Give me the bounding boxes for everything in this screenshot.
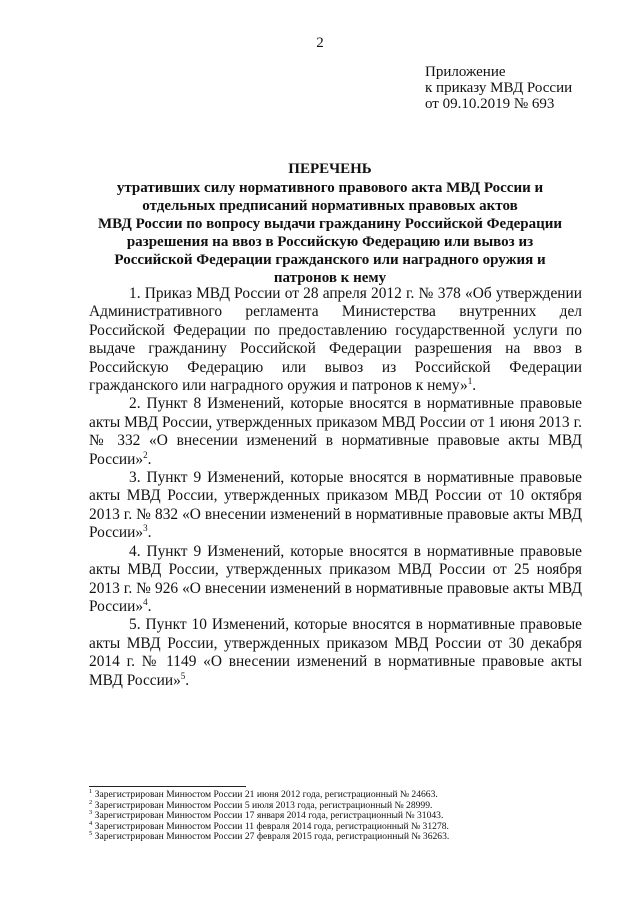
item-end: . bbox=[147, 597, 152, 615]
appendix-line: от 09.10.2019 № 693 bbox=[425, 96, 555, 112]
footnote-text: Зарегистрирован Минюстом России 17 января 2014 года, регистрационный № 31043. bbox=[94, 810, 444, 822]
footnote bbox=[89, 832, 589, 843]
title-line: патронов к нему bbox=[273, 270, 387, 286]
appendix-block bbox=[425, 64, 572, 112]
title-line: Российской Федерации гражданского или наградного оружия и bbox=[114, 252, 546, 268]
footnote-number: 3 bbox=[89, 809, 93, 816]
item-text: 1. Приказ МВД России от 28 апреля 2012 г. № 378 «Об утверждении Административного регламента Министерства внутренних дел Российской Федерации по предоставлению государственной услуги по выдаче гражданину Российской Федерации разрешения на ввоз в Российскую Федерацию или вывоз из Российской Федерации гражданского или наградного оружия и патронов к нему» bbox=[89, 285, 582, 395]
item-end: . bbox=[185, 671, 190, 689]
list-item bbox=[89, 285, 582, 395]
footnote-number: 1 bbox=[89, 787, 93, 795]
list-item bbox=[89, 543, 582, 617]
list-item bbox=[89, 395, 582, 469]
item-text: 5. Пункт 10 Изменений, которые вносятся в нормативные правовые акты МВД России, утвержденных приказом МВД России от 30 декабря 2014 г. № 1149 «О внесении изменений в нормативные правовые акты МВД России» bbox=[89, 616, 582, 689]
item-end: . bbox=[147, 450, 152, 468]
title-line: МВД России по вопросу выдачи гражданину Российской Федерации bbox=[97, 216, 563, 232]
footnote-ref[interactable]: 1 bbox=[467, 375, 473, 386]
item-text: 3. Пункт 9 Изменений, которые вносятся в нормативные правовые акты МВД России, утвержденных приказом МВД России от 10 октября 2013 г. № 832 «О внесении изменений в нормативные правовые акты МВД России» bbox=[89, 469, 582, 542]
list-item bbox=[89, 469, 582, 543]
title-heading: ПЕРЕЧЕНЬ bbox=[288, 161, 372, 177]
item-text: 2. Пункт 8 Изменений, которые вносятся в нормативные правовые акты МВД России, утвержденных приказом МВД России от 1 июня 2013 г. № 332 «О внесении изменений в нормативные правовые акты МВД России» bbox=[89, 395, 582, 468]
list-item bbox=[89, 616, 582, 690]
title-line: отдельных предписаний нормативных правовых актов bbox=[142, 198, 518, 214]
footnotes bbox=[89, 787, 589, 843]
document-title bbox=[70, 160, 590, 287]
appendix-line: Приложение bbox=[425, 64, 506, 80]
footnote-number: 2 bbox=[89, 798, 93, 806]
title-line: разрешения на ввоз в Российскую Федерацию или вывоз из bbox=[126, 234, 534, 250]
item-end: . bbox=[147, 524, 152, 542]
footnote-text: Зарегистрирован Минюстом России 5 июля 2013 года, регистрационный № 28999. bbox=[94, 799, 433, 811]
footnote-divider bbox=[89, 786, 246, 787]
footnote-number: 4 bbox=[89, 819, 93, 827]
item-end: . bbox=[472, 377, 477, 395]
list-body bbox=[89, 285, 582, 690]
appendix-line: к приказу МВД России bbox=[425, 80, 573, 96]
footnote-text: Зарегистрирован Минюстом России 21 июня 2012 года, регистрационный № 24663. bbox=[94, 789, 438, 800]
footnote-ref[interactable]: 2 bbox=[143, 449, 148, 460]
footnote-ref[interactable]: 5 bbox=[180, 670, 186, 681]
footnote-number: 5 bbox=[89, 830, 93, 838]
item-text: 4. Пункт 9 Изменений, которые вносятся в нормативные правовые акты МВД России, утвержденных приказом МВД России от 25 ноября 2013 г. № 926 «О внесении изменений в нормативные правовые акты МВД России» bbox=[89, 542, 582, 615]
footnote-ref[interactable]: 3 bbox=[143, 523, 148, 534]
title-line: утративших силу нормативного правового акта МВД России и bbox=[116, 180, 544, 196]
page-number: 2 bbox=[316, 35, 324, 51]
footnote-text: Зарегистрирован Минюстом России 27 февраля 2015 года, регистрационный № 36263. bbox=[94, 831, 450, 843]
footnote-text: Зарегистрирован Минюстом России 11 февраля 2014 года, регистрационный № 31278. bbox=[94, 820, 449, 832]
footnote-ref[interactable]: 4 bbox=[143, 596, 148, 607]
